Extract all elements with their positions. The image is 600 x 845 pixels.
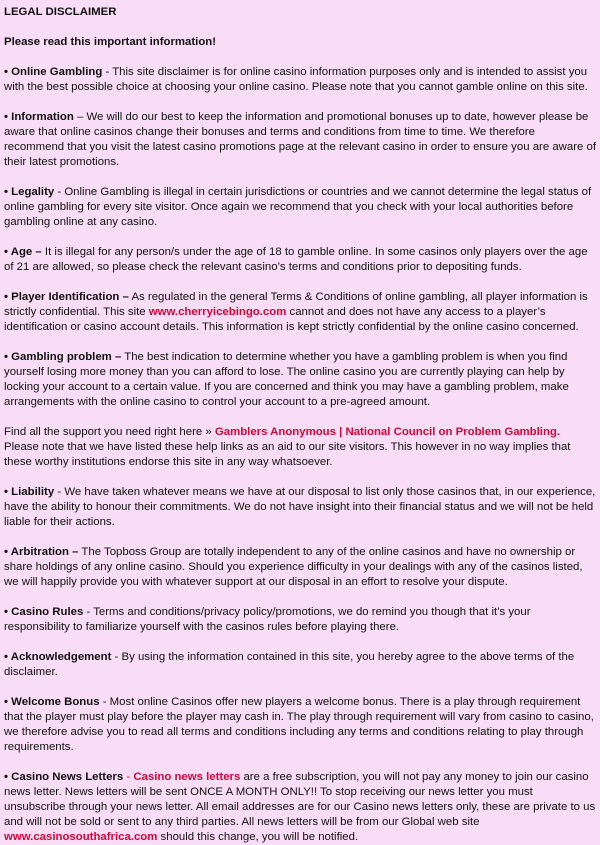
- section-text: are a free subscription, you will not pay any money to join our casino news letter. News letters will be sent ONCE A MONTH ONLY!! To stop receiving our news letter you must unsubscribe through your news letter. All email addresses are for our Casino news letters only, these are private to us and will not be sold or sent to any third parties. All news letters will be from our Global web site: [4, 771, 596, 828]
- section-text: - By using the information contained in this site, you hereby agree to the above terms of the disclaimer.: [4, 651, 575, 678]
- section-welcome-bonus: [4, 695, 596, 755]
- section-text: – We will do our best to keep the information and promotional bonuses up to date, however please be aware that online casinos change their bonuses and terms and conditions from time to time. We therefore recommend that you visit the latest casino promotions page at the relevant casino in order to ensure you are aware of their latest promotions.: [4, 111, 597, 168]
- section-arbitration: [4, 545, 596, 590]
- intro-heading: Please read this important information!: [4, 36, 217, 48]
- section-label: • Legality: [4, 186, 55, 198]
- section-label: • Casino News Letters: [4, 771, 124, 783]
- section-label: • Age –: [4, 246, 42, 258]
- section-text: It is illegal for any person/s under the age of 18 to gamble online. In some casinos only players over the age of 21 are allowed, so please check the relevant casino’s terms and conditions prior to depositing funds.: [4, 246, 588, 273]
- section-acknowledgement: [4, 650, 596, 680]
- section-label: • Liability: [4, 486, 55, 498]
- section-online-gambling: [4, 65, 596, 95]
- section-label: • Player Identification –: [4, 291, 129, 303]
- section-text: As regulated in the general Terms & Conditions of online gambling, all player information is strictly confidential. This site: [4, 291, 588, 318]
- section-text: Please note that we have listed these help links as an aid to our site visitors. This however in no way implies that these worthy institutions endorse this site in any way whatsoever.: [4, 441, 571, 468]
- cherryicebingo-link[interactable]: www.cherryicebingo.com: [148, 306, 287, 318]
- section-text: Find all the support you need right here »: [4, 426, 215, 438]
- section-label: • Gambling problem –: [4, 351, 122, 363]
- section-label: • Acknowledgement: [4, 651, 112, 663]
- section-information: [4, 110, 596, 170]
- section-news-letters: [4, 770, 596, 845]
- section-casino-rules: [4, 605, 596, 635]
- gamblers-anonymous-link[interactable]: Gamblers Anonymous | National Council on Problem Gambling.: [214, 426, 561, 438]
- casinosouthafrica-link[interactable]: www.casinosouthafrica.com: [4, 831, 158, 843]
- news-letters-dash: -: [123, 771, 134, 783]
- section-label: • Information: [4, 111, 74, 123]
- section-text: The best indication to determine whether you have a gambling problem is when you find yourself losing more money than you can afford to lose. The online casino you are currently playing can help by locking your account to a certain value. If you are concerned and think you may have a gambling problem, make arrangements with the online casino to control your account to a pre-agreed amount.: [4, 351, 569, 408]
- section-text: cannot and does not have any access to a player’s identification or casino account details. This information is kept strictly confidential by the online casino concerned.: [4, 306, 579, 333]
- section-text: - Terms and conditions/privacy policy/promotions, we do remind you though that it’s your responsibility to familiarize yourself with the casinos rules before playing there.: [4, 606, 531, 633]
- section-text: - We have taken whatever means we have at our disposal to list only those casinos that, in our experience, have the ability to honour their commitments. We do not have insight into their financial status and we will not be held liable for their actions.: [4, 486, 596, 528]
- section-text: - This site disclaimer is for online casino information purposes only and is intended to assist you with the best possible choice at choosing your online casino. Please note that you cannot gamble online on this site.: [4, 66, 588, 93]
- section-text: - Most online Casinos offer new players a welcome bonus. There is a play through requirement that the player must play before the player may cash in. The play through requirement will vary from casino to casino, we therefore advise you to read all terms and conditions including any terms and conditions relating to play through requirements.: [4, 696, 594, 753]
- casino-news-letters-link[interactable]: Casino news letters: [133, 771, 241, 783]
- section-label: • Welcome Bonus: [4, 696, 100, 708]
- section-support: [4, 425, 596, 470]
- section-text: - Online Gambling is illegal in certain jurisdictions or countries and we cannot determine the legal status of online gambling for every site visitor. Once again we recommend that you check with your local authorities before gambling online at any casino.: [4, 186, 592, 228]
- section-age: [4, 245, 596, 275]
- section-text: The Topboss Group are totally independent to any of the online casinos and have no ownership or share holdings of any online casino. Should you experience difficulty in your dealings with any of the casinos listed, we will happily provide you with whatever support at our disposal in an effort to resolve your dispute.: [4, 546, 583, 588]
- page-title: LEGAL DISCLAIMER: [4, 6, 117, 18]
- section-gambling-problem: [4, 350, 596, 410]
- section-legality: [4, 185, 596, 230]
- section-label: • Online Gambling: [4, 66, 103, 78]
- section-text: should this change, you will be notified.: [157, 831, 359, 843]
- section-label: • Casino Rules: [4, 606, 84, 618]
- section-player-identification: [4, 290, 596, 335]
- section-label: • Arbitration –: [4, 546, 79, 558]
- section-liability: [4, 485, 596, 530]
